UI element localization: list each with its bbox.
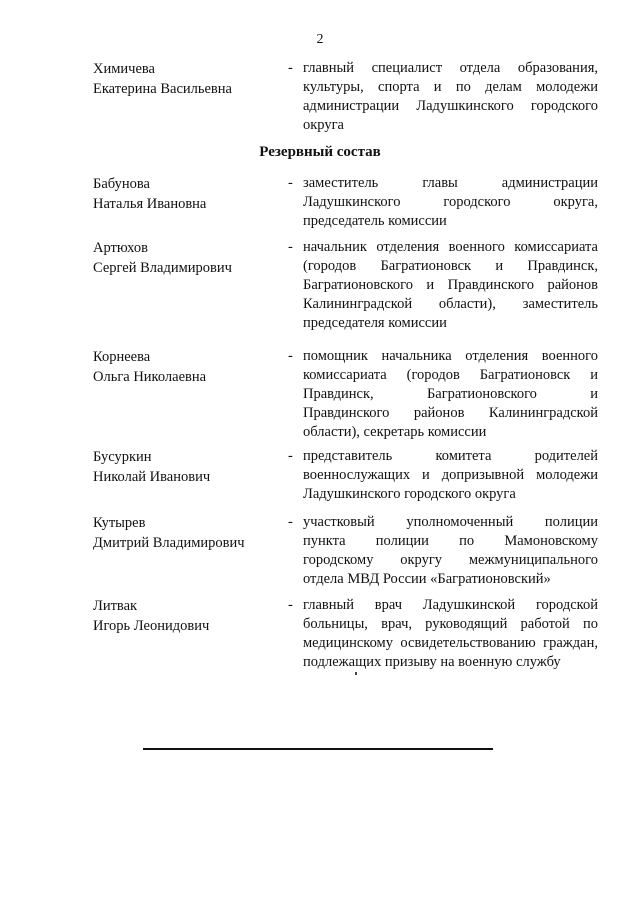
role-line: (городов Багратионовск и Правдинск, xyxy=(303,258,598,274)
role-line: медицинскому освидетельствованию граждан, xyxy=(303,635,598,651)
member-name xyxy=(93,447,283,487)
role-line: Калининградской области), заместитель xyxy=(303,296,598,312)
role-line: Багратионовского и Правдинского районов xyxy=(303,277,598,293)
entry-dash: - xyxy=(288,348,293,364)
member-surname: Артюхов xyxy=(93,240,148,256)
member-name xyxy=(93,347,283,387)
member-name xyxy=(93,513,283,553)
role-line: больницы, врач, руководящий работой по xyxy=(303,616,598,632)
member-role xyxy=(303,238,598,333)
entry-dash: - xyxy=(288,239,293,255)
role-line: главный врач Ладушкинской городской xyxy=(303,597,598,613)
page-number: 2 xyxy=(316,32,324,47)
member-given-names: Ольга Николаевна xyxy=(93,369,207,385)
role-line: начальник отделения военного комиссариата xyxy=(303,239,598,255)
member-name xyxy=(93,596,283,636)
role-line: председатель комиссии xyxy=(303,213,447,229)
member-given-names: Николай Иванович xyxy=(93,469,211,485)
member-given-names: Дмитрий Владимирович xyxy=(93,535,245,551)
member-role xyxy=(303,513,598,589)
role-line: отдела МВД России «Багратионовский» xyxy=(303,571,551,587)
role-line: культуры, спорта и по делам молодежи xyxy=(303,79,598,95)
closing-rule xyxy=(143,748,493,750)
role-line: городскому округу межмуниципального xyxy=(303,552,598,568)
member-role xyxy=(303,596,598,672)
member-name xyxy=(93,59,283,99)
reserve-section-heading: Резервный состав xyxy=(259,144,381,160)
member-role xyxy=(303,59,598,135)
member-surname: Бабунова xyxy=(93,176,150,192)
entry-dash: - xyxy=(288,448,293,464)
role-line: представитель комитета родителей xyxy=(303,448,598,464)
entry-dash: - xyxy=(288,175,293,191)
member-surname: Кутырев xyxy=(93,515,146,531)
role-line: пункта полиции по Мамоновскому xyxy=(303,533,598,549)
role-line: Ладушкинского городского округа, xyxy=(303,194,598,210)
role-line: главный специалист отдела образования, xyxy=(303,60,598,76)
entry-dash: - xyxy=(288,597,293,613)
role-line: председателя комиссии xyxy=(303,315,447,331)
role-line: Ладушкинского городского округа xyxy=(303,486,516,502)
member-name xyxy=(93,238,283,278)
role-line: подлежащих призыву на военную службу xyxy=(303,654,561,670)
entry-dash: - xyxy=(288,60,293,76)
member-surname: Бусуркин xyxy=(93,449,152,465)
member-given-names: Екатерина Васильевна xyxy=(93,81,232,97)
member-surname: Корнеева xyxy=(93,349,151,365)
role-line: заместитель главы администрации xyxy=(303,175,598,191)
role-line: Правдинского районов Калининградской xyxy=(303,405,598,421)
entry-dash: - xyxy=(288,514,293,530)
role-line: администрации Ладушкинского городского xyxy=(303,98,598,114)
member-surname: Химичева xyxy=(93,61,155,77)
member-name xyxy=(93,174,283,214)
member-role xyxy=(303,174,598,231)
member-surname: Литвак xyxy=(93,598,138,614)
role-line: комиссариата (городов Багратионовск и xyxy=(303,367,598,383)
role-line: помощник начальника отделения военного xyxy=(303,348,598,364)
member-given-names: Сергей Владимирович xyxy=(93,260,232,276)
member-given-names: Наталья Ивановна xyxy=(93,196,207,212)
role-line: военнослужащих и допризывной молодежи xyxy=(303,467,598,483)
member-role xyxy=(303,347,598,442)
role-line: участковый уполномоченный полиции xyxy=(303,514,598,530)
role-line: Правдинск, Багратионовского и xyxy=(303,386,598,402)
role-line: округа xyxy=(303,117,344,133)
stray-mark xyxy=(355,672,357,675)
role-line: области), секретарь комиссии xyxy=(303,424,487,440)
member-given-names: Игорь Леонидович xyxy=(93,618,210,634)
member-role xyxy=(303,447,598,504)
